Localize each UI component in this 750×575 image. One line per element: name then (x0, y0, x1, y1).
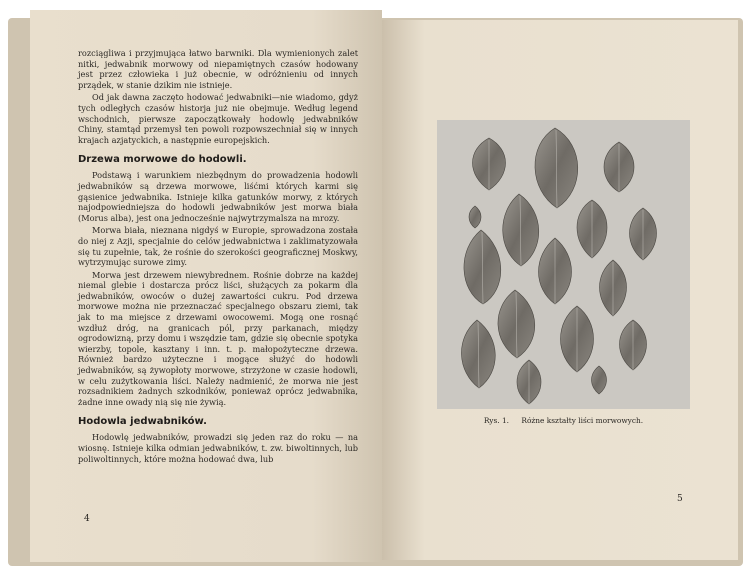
figure-caption (437, 416, 690, 425)
paragraph-5: Morwa jest drzewem niewybrednem. Rośnie dobrze na każdej niemal glebie i dostarcza prócz liści, służących za pokarm dla jedwabników, owoców o dużej zawartości cukru. Pod drzewa morwowe można nie przeznaczać specjalnego obszaru ziemi, tak jak to ma miejsce z drzewami owocowemi. Mogą one rosnąć wzdłuż dróg, na granicach pól, przy parkanach, między ogrodowizną, przy domu i wszędzie tam, gdzie się obecnie spotyka wierzby, topole, kasztany i inn. t. p. małopożyteczne drzewa. Również bardzo użyteczne i mogące służyć do hodowli jedwabników, są żywopłoty morwowe, strzyżone w czasie hodowli, w celu zużytkowania liści. Należy nadmienić, że morwa nie jest rozsadnikiem żadnych szkodników, ponieważ oprócz jedwabnika, żadne inne owady nią się nie żywią. (78, 269, 358, 407)
paragraph-1: rozciągliwa i przyjmująca łatwo barwniki. Dla wymienionych zalet nitki, jedwabnik morwowy od niepamiętnych czasów hodowany jest przez człowieka i już obecnie, w odróżnieniu od innych prządek, w stanie dzikim nie istnieje. (78, 48, 358, 90)
paragraph-6: Hodowlę jedwabników, prowadzi się jeden raz do roku — na wiosnę. Istnieje kilka odmian jedwabników, t. zw. biwoltinnych, lub poliwoltinnych, które można hodować dwa, lub (78, 432, 358, 464)
paragraph-2: Od jak dawna zaczęto hodować jedwabniki—nie wiadomo, gdyż tych odległych czasów historja już nie obejmuje. Według legend wschodnich, pierwsze zapoczątkowały hodowlę jedwabników Chiny, stamtąd przemysł ten powoli rozpowszechniał się w innych krajach azjatyckich, a następnie europejskich. (78, 92, 358, 145)
figure-plate-mulberry-leaves (437, 120, 690, 409)
section-heading-silkworm-breeding: Hodowla jedwabników. (78, 416, 207, 428)
paragraph-3: Podstawą i warunkiem niezbędnym do prowadzenia hodowli jedwabników są drzewa morwowe, liśćmi których karmi się gąsienice jedwabnika. Istnieje kilka gatunków morwy, z których najodpowiedniejsza do hodowli jedwabników jest morwa biała (Morus alba), jest ona jednocześnie najwytrzymalsza na mrozy. (78, 170, 358, 223)
leaf-photo-illustration (437, 120, 690, 409)
page-number-left: 4 (84, 514, 90, 524)
section-heading-mulberry-trees: Drzewa morwowe do hodowli. (78, 154, 247, 166)
figure-caption-text: Różne kształty liści morwowych. (521, 416, 644, 425)
right-page (382, 20, 738, 560)
figure-label: Rys. 1. (483, 416, 510, 425)
left-page (30, 10, 382, 562)
paragraph-4: Morwa biała, nieznana nigdyś w Europie, sprowadzona została do niej z Azji, specjalnie do celów jedwabnictwa i zaklimatyzowała się tu zupełnie, tak, że rośnie do szerokości geograficznej Moskwy, wytrzymując surowe zimy. (78, 225, 358, 268)
page-number-right: 5 (677, 494, 683, 504)
